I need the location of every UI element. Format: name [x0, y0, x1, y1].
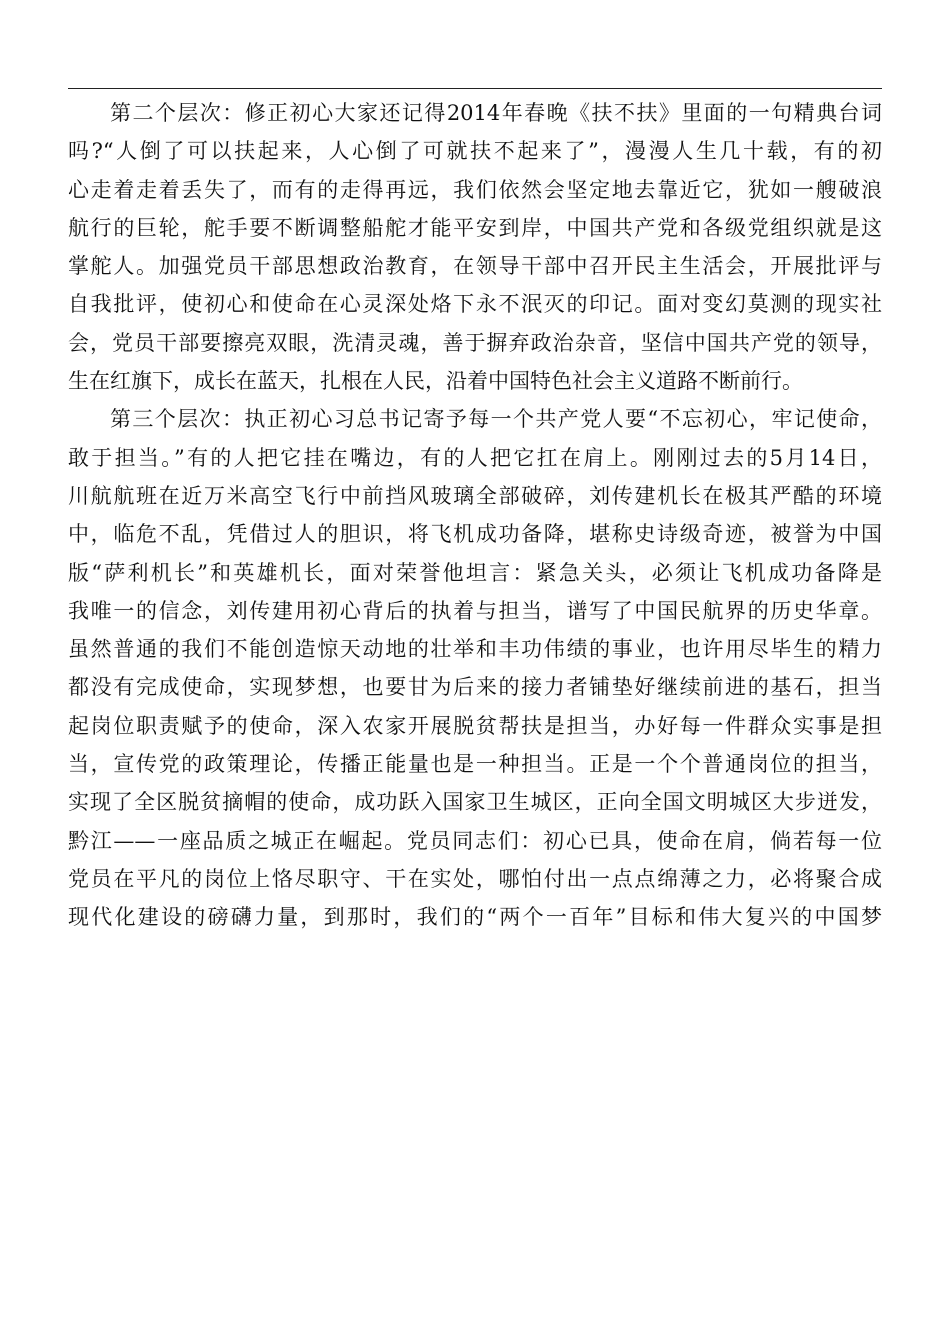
document-body	[68, 94, 882, 937]
header-rule	[68, 88, 882, 89]
paragraph-line: 都没有完成使命，实现梦想，也要甘为后来的接力者铺垫好继续前进的基石，担当	[68, 675, 882, 700]
paragraph-line: 我唯一的信念，刘传建用初心背后的执着与担当，谱写了中国民航界的历史华章。	[68, 598, 882, 623]
paragraph-line: 吗?“人倒了可以扶起来，人心倒了可就扶不起来了”，漫漫人生几十载，有的初	[68, 139, 882, 164]
paragraph-line: 心走着走着丢失了，而有的走得再远，我们依然会坚定地去靠近它，犹如一艘破浪	[68, 177, 882, 202]
paragraph-line: 中，临危不乱，凭借过人的胆识，将飞机成功备降，堪称史诗级奇迹，被誉为中国	[68, 522, 882, 547]
paragraph-line: 生在红旗下，成长在蓝天，扎根在人民，沿着中国特色社会主义道路不断前行。	[68, 369, 803, 394]
paragraph-line: 会，党员干部要擦亮双眼，洗清灵魂，善于摒弃政治杂音，坚信中国共产党的领导，	[68, 330, 882, 355]
paragraph-line: 自我批评，使初心和使命在心灵深处烙下永不泯灭的印记。面对变幻莫测的现实社	[68, 292, 882, 317]
paragraph-line: 版“萨利机长”和英雄机长，面对荣誉他坦言：紧急关头，必须让飞机成功备降是	[68, 560, 882, 585]
paragraph-line: 当，宣传党的政策理论，传播正能量也是一种担当。正是一个个普通岗位的担当，	[68, 752, 882, 777]
paragraph-line: 敢于担当。”有的人把它挂在嘴边，有的人把它扛在肩上。刚刚过去的5月14日，	[68, 445, 882, 470]
paragraph-line: 第三个层次：执正初心习总书记寄予每一个共产党人要“不忘初心，牢记使命，	[110, 407, 882, 432]
paragraph-line: 黔江——一座品质之城正在崛起。党员同志们：初心已具，使命在肩，倘若每一位	[68, 828, 882, 853]
paragraph-line: 实现了全区脱贫摘帽的使命，成功跃入国家卫生城区，正向全国文明城区大步迸发，	[68, 790, 882, 815]
paragraph-line: 掌舵人。加强党员干部思想政治教育，在领导干部中召开民主生活会，开展批评与	[68, 254, 882, 279]
paragraph-line: 第二个层次：修正初心大家还记得2014年春晚《扶不扶》里面的一句精典台词	[110, 101, 882, 125]
paragraph-line: 起岗位职责赋予的使命，深入农家开展脱贫帮扶是担当，办好每一件群众实事是担	[68, 713, 882, 738]
paragraph-line: 党员在平凡的岗位上恪尽职守、干在实处，哪怕付出一点点绵薄之力，必将聚合成	[68, 866, 882, 891]
paragraph-line: 川航航班在近万米高空飞行中前挡风玻璃全部破碎，刘传建机长在极其严酷的环境	[68, 483, 882, 508]
paragraph-line: 虽然普通的我们不能创造惊天动地的壮举和丰功伟绩的事业，也许用尽毕生的精力	[68, 637, 882, 662]
paragraph-line: 现代化建设的磅礴力量，到那时，我们的“两个一百年”目标和伟大复兴的中国梦	[68, 905, 882, 930]
paragraph-line: 航行的巨轮，舵手要不断调整船舵才能平安到岸，中国共产党和各级党组织就是这	[68, 215, 882, 240]
